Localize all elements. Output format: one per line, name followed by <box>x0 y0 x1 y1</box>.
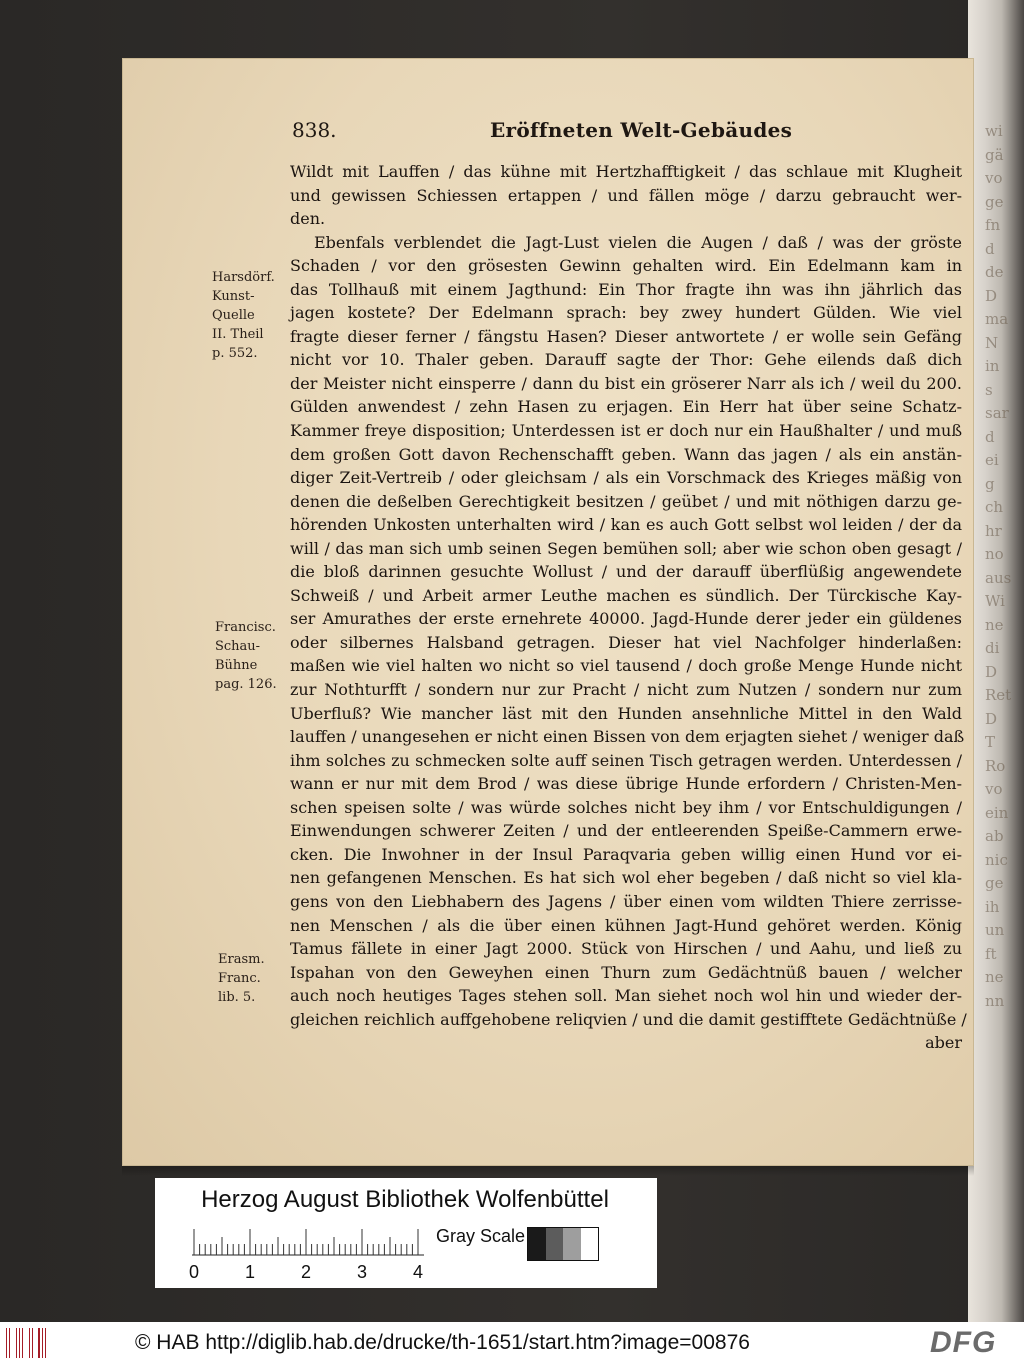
text-line: gleichen reichlich auffgehobene reliqvien / und die damit gestifftete Gedächtnüße / <box>290 1009 967 1029</box>
text-line: diger Zeit-Vertreib / oder gleichsam / als ein Vorschmack des Krieges mäßig von <box>290 468 962 488</box>
text-line: auch noch heutiges Tages stehen soll. Man siehet noch wol hin und wieder der- <box>290 986 962 1006</box>
marginal-note-line: p. 552. <box>212 346 258 361</box>
text-line: hörenden Unkosten unterhalten wird / kan es auch Gott selbst wol leiden / der da <box>290 515 962 535</box>
bleed-fragment: d <box>985 239 995 258</box>
marginal-note-line: Erasm. <box>218 952 265 967</box>
bleed-fragment: vo <box>985 169 1003 187</box>
text-line: nicht vor 10. Thaler geben. Darauff sagte der Thor: Gehe eilends daß dich <box>290 350 962 370</box>
text-line: dem großen Gott davon Rechenschafft geben. Wann das jagen / als ein anstän- <box>290 444 962 464</box>
text-line: Schaden / vor den grösesten Gewinn gehalten wird. Ein Edelmann kam in <box>290 256 962 276</box>
grayscale-patch <box>563 1228 581 1260</box>
text-line: zur Nothturfft / sondern nur zur Pracht / nicht zum Nutzen / sondern nur zum <box>290 680 962 700</box>
text-line: Gülden anwendest / zehn Hasen zu erjagen. Ein Herr hat über seine Schatz- <box>290 397 962 417</box>
bleed-fragment: ch <box>985 498 1004 516</box>
bleed-fragment: ne <box>985 615 1004 634</box>
bleed-fragment: un <box>985 921 1005 939</box>
barcode-bar <box>22 1328 23 1358</box>
text-line: ihm solches zu schmecken solte auff seinen Tisch getragen werden. Unterdessen / <box>290 750 962 770</box>
bleed-fragment: ein <box>985 803 1009 822</box>
page-shadow <box>122 1166 974 1176</box>
text-line: der Meister nicht einsperre / dann du bist ein gröserer Narr als ich / weil du 200. <box>290 373 962 393</box>
bleed-fragment: ge <box>985 192 1004 211</box>
barcode-bar <box>42 1328 43 1358</box>
text-line: denen die deßelben Gerechtigkeit besitzen / geübet / und mit nöthigen darzu ge- <box>290 491 962 511</box>
ruler-label: 0 <box>189 1262 200 1282</box>
ruler-label: 2 <box>301 1262 312 1282</box>
barcode-bar <box>38 1328 39 1358</box>
text-line: und gewissen Schiessen ertappen / und fällen möge / darzu gebraucht wer- <box>290 185 962 205</box>
bleed-fragment: fn <box>985 216 1001 234</box>
text-line: jagen kostete? Der Edelmann sprach: bey zwey hundert Gülden. Wie viel <box>290 303 962 323</box>
text-line: will / das man sich umb seinen Segen bemühen soll; aber wie schon oben gesagt / <box>290 538 962 558</box>
bleed-fragment: d <box>985 427 995 446</box>
grayscale-patch <box>546 1228 564 1260</box>
text-line: cken. Die Inwohner in der Insul Paraqvaria geben willig einen Hund vor ei- <box>290 844 962 864</box>
marginal-note-erasmus-francisci <box>218 950 265 1007</box>
bleed-fragment: ma <box>985 310 1009 328</box>
body-text <box>290 160 967 1055</box>
text-line: fragte dieser ferner / fängstu Hasen? Dieser antwortete / er wolle sein Gefäng <box>290 326 962 346</box>
text-line: schen speisen solte / was würde solches nicht bey ihm / vor Entschuldigungen / <box>290 797 962 817</box>
marginal-note-line: pag. 126. <box>215 677 277 692</box>
bleed-fragment: ge <box>985 874 1004 892</box>
bleed-fragment: no <box>985 545 1004 563</box>
bleed-fragment: D <box>985 286 998 305</box>
ruler-label: 4 <box>413 1262 424 1282</box>
text-line: Tamus fällete in einer Jagt 2000. Stück von Hirschen / und Aahu, und ließ zu <box>290 939 962 959</box>
bleed-fragment: sar <box>985 404 1009 422</box>
bleed-fragment: hr <box>985 521 1002 540</box>
dfg-logo: DFG <box>930 1326 997 1359</box>
barcode-bar <box>29 1328 30 1358</box>
bleed-fragment: ft <box>985 944 997 963</box>
grayscale-patch <box>581 1228 599 1260</box>
adjacent-page-bleed-through <box>985 120 1021 1080</box>
text-line: die bloß darinnen gesuchte Wollust / und der darauff überflüßig angewendete <box>290 562 962 582</box>
bleed-fragment: in <box>985 357 1000 375</box>
marginal-note-line: Franc. <box>218 971 261 986</box>
bleed-fragment: gä <box>985 145 1004 164</box>
bleed-fragment: g <box>985 474 995 493</box>
bleed-fragment: vo <box>985 780 1003 798</box>
bleed-fragment: aus <box>985 568 1012 587</box>
bleed-fragment: T <box>985 733 996 751</box>
marginal-note-harsdoerffer <box>212 268 275 363</box>
text-line: Ispahan von den Geweyhen einen Thurn zum Gedächtnüß bauen / welcher <box>290 962 962 982</box>
bleed-fragment: Ro <box>985 756 1006 775</box>
barcode-bar <box>32 1328 33 1358</box>
text-line: das Tollhauß mit einem Jagthund: Ein Thor fragte ihn was ihn jährlich das <box>290 279 962 299</box>
bleed-fragment: nn <box>985 991 1005 1010</box>
text-line: gens von den Liebhabern des Jagens / über einen vom wildten Thiere zerrisse- <box>290 891 962 911</box>
text-line: lauffen / unangesehen er nicht einen Bissen von dem erjagten siehet / weniger daß <box>290 727 965 747</box>
barcode-bar <box>9 1328 10 1358</box>
text-line: wann er nur mit dem Brod / was diese übrige Hunde erfordern / Christen-Men- <box>290 774 962 794</box>
marginal-note-line: Quelle <box>212 308 255 323</box>
text-line: maßen wie viel halten wo nicht so viel tausend / doch große Menge Hunde nicht <box>290 656 962 676</box>
bleed-fragment: Ret <box>985 686 1012 704</box>
bleed-fragment: Wi <box>985 592 1005 610</box>
barcode-bar <box>45 1328 46 1358</box>
measurement-ruler <box>192 1228 424 1256</box>
bleed-fragment: ih <box>985 897 1000 916</box>
marginal-note-line: Kunst- <box>212 289 255 304</box>
text-line: nen Menschen / als die über einen kühnen Jagt-Hund gehöret werden. König <box>290 915 962 935</box>
grayscale-patch <box>528 1228 546 1260</box>
bleed-fragment: D <box>985 662 998 681</box>
text-line: Ebenfals verblendet die Jagt-Lust vielen die Augen / daß / was der gröste <box>314 232 962 252</box>
barcode-bar <box>19 1328 20 1358</box>
marginal-note-line: II. Theil <box>212 327 264 342</box>
barcode-bar <box>35 1328 36 1358</box>
ruler-label: 1 <box>245 1262 256 1282</box>
ruler-label: 3 <box>357 1262 368 1282</box>
bleed-fragment: de <box>985 263 1004 281</box>
marginal-note-line: Schau- <box>215 639 261 654</box>
bleed-fragment: wi <box>985 122 1003 140</box>
text-line: Schweiß / und Arbeit armer Leuthe machen es sündlich. Der Türckische Kay- <box>290 585 962 605</box>
copyright-link[interactable]: © HAB http://diglib.hab.de/drucke/th-1651/start.htm?image=00876 <box>135 1331 750 1354</box>
bleed-fragment: N <box>985 333 999 352</box>
bleed-fragment: di <box>985 639 1000 657</box>
text-line: ser Amurathes der erste ernehrete 40000. Jagd-Hunde derer jeder ein güldenes <box>290 609 962 629</box>
bleed-fragment: nic <box>985 850 1008 869</box>
text-line: Kammer freye disposition; Unterdessen ist er doch nur ein Haußhalter / und muß <box>290 421 962 441</box>
marginal-note-francisci <box>215 618 277 694</box>
text-line: oder silbernes Halsband getragen. Dieser hat viel Nachfolger hinderlaßen: <box>290 632 962 652</box>
bleed-fragment: ei <box>985 451 999 469</box>
grayscale-label: Gray Scale <box>436 1226 526 1246</box>
library-name: Herzog August Bibliothek Wolfenbüttel <box>201 1186 609 1213</box>
running-head: Eröffneten Welt-Gebäudes <box>490 118 793 142</box>
marginal-note-line: Francisc. <box>215 620 276 635</box>
bleed-fragment: ab <box>985 827 1004 845</box>
marginal-note-line: Bühne <box>215 658 258 673</box>
barcode-bar <box>25 1328 26 1358</box>
bleed-fragment: D <box>985 709 998 728</box>
barcode-bar <box>16 1328 17 1358</box>
marginal-note-line: lib. 5. <box>218 990 256 1005</box>
text-line: Wildt mit Lauffen / das kühne mit Hertzhafftigkeit / das schlaue mit Klugheit <box>290 162 962 181</box>
text-line: Einwendungen schwerer Zeiten / und der entleerenden Speiße-Cammern erwe- <box>290 821 962 841</box>
text-line: Uberfluß? Wie mancher läst mit den Hunden ansehnliche Mittel in den Wald <box>290 703 962 723</box>
barcode-bar <box>12 1328 13 1358</box>
ruler-labels <box>186 1262 436 1286</box>
bleed-fragment: s <box>985 380 993 399</box>
text-line: nen gefangenen Menschen. Es hat sich wol eher begeben / daß nicht so viel kla- <box>290 868 962 888</box>
bleed-fragment: ne <box>985 968 1004 986</box>
hab-barcode-icon <box>6 1328 46 1358</box>
barcode-bar <box>6 1328 7 1358</box>
page-number: 838. <box>292 118 337 142</box>
text-line: den. <box>290 209 326 229</box>
grayscale-swatch <box>527 1227 599 1261</box>
marginal-note-line: Harsdörf. <box>212 270 275 285</box>
catchword: aber <box>925 1033 962 1053</box>
